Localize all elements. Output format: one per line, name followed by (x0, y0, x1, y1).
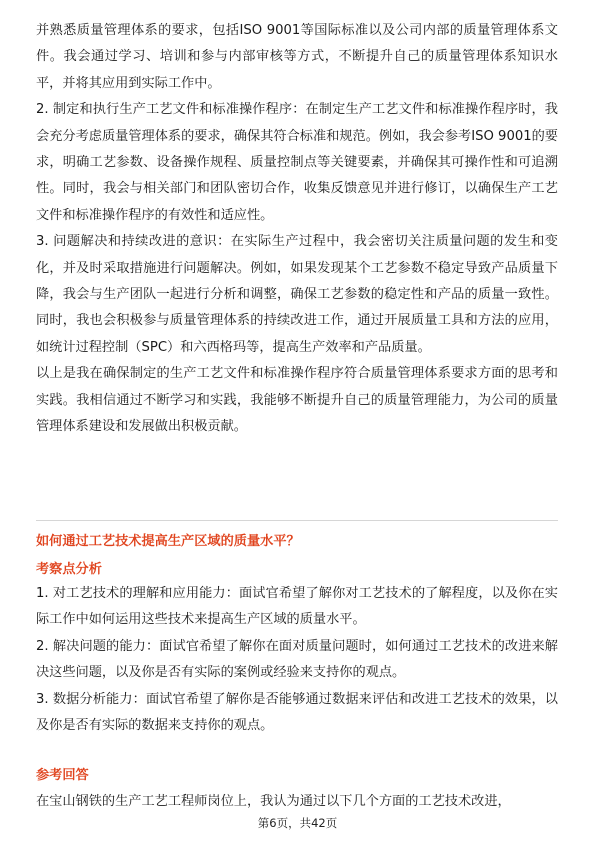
paragraph: 以上是我在确保制定的生产工艺文件和标准操作程序符合质量管理体系要求方面的思考和实践。我相信通过不断学习和实践，我能够不断提升自己的质量管理能力，为公司的质量管理体系建设和发展做出积极贡献。 (36, 366, 558, 435)
page-number: 第6页，共42页 (257, 816, 338, 830)
analysis-list (36, 581, 558, 739)
paragraph: 并熟悉质量管理体系的要求，包括ISO 9001等国际标准以及公司内部的质量管理体系文件。我会通过学习、培训和参与内部审核等方式，不断提升自己的质量管理体系知识水平，并将其应用到实际工作中。 (36, 23, 558, 91)
list-item: 2. 解决问题的能力：面试官希望了解你在面对质量问题时，如何通过工艺技术的改进来解决这些问题，以及你是否有实际的案例或经验来支持你的观点。 (36, 638, 558, 681)
paragraph: 2. 制定和执行生产工艺文件和标准操作程序：在制定生产工艺文件和标准操作程序时，我会充分考虑质量管理体系的要求，确保其符合标准和规范。例如，我会参考ISO 9001的要求，明确工艺参数、设备操作规程、质量控制点等关键要素，并确保其可操作性和可追溯性。同时，我会与相关部门和团队密切合作，收集反馈意见并进行修订，以确保生产工艺文件和标准操作程序的有效性和适应性。 (36, 102, 558, 223)
answer-body (36, 789, 558, 815)
section-divider (36, 520, 558, 521)
analysis-heading: 考察点分析 (36, 562, 102, 577)
paragraph: 在宝山钢铁的生产工艺工程师岗位上，我认为通过以下几个方面的工艺技术改进， (36, 794, 511, 809)
paragraph: 3. 问题解决和持续改进的意识：在实际生产过程中，我会密切关注质量问题的发生和变化，并及时采取措施进行问题解决。例如，如果发现某个工艺参数不稳定导致产品质量下降，我会与生产团队一起进行分析和调整，确保工艺参数的稳定性和产品的质量一致性。同时，我也会积极参与质量管理体系的持续改进工作，通过开展质量工具和方法的应用，如统计过程控制（SPC）和六西格玛等，提高生产效率和产品质量。 (36, 234, 558, 355)
question-title: 如何通过工艺技术提高生产区域的质量水平？ (36, 534, 300, 549)
list-item: 1. 对工艺技术的理解和应用能力：面试官希望了解你对工艺技术的了解程度，以及你在实际工作中如何运用这些技术来提高生产区域的质量水平。 (36, 586, 558, 628)
list-item: 3. 数据分析能力：面试官希望了解你是否能够通过数据来评估和改进工艺技术的效果，以及你是否有实际的数据来支持你的观点。 (36, 691, 558, 734)
previous-answer-body (36, 18, 558, 441)
answer-heading: 参考回答 (36, 768, 89, 783)
